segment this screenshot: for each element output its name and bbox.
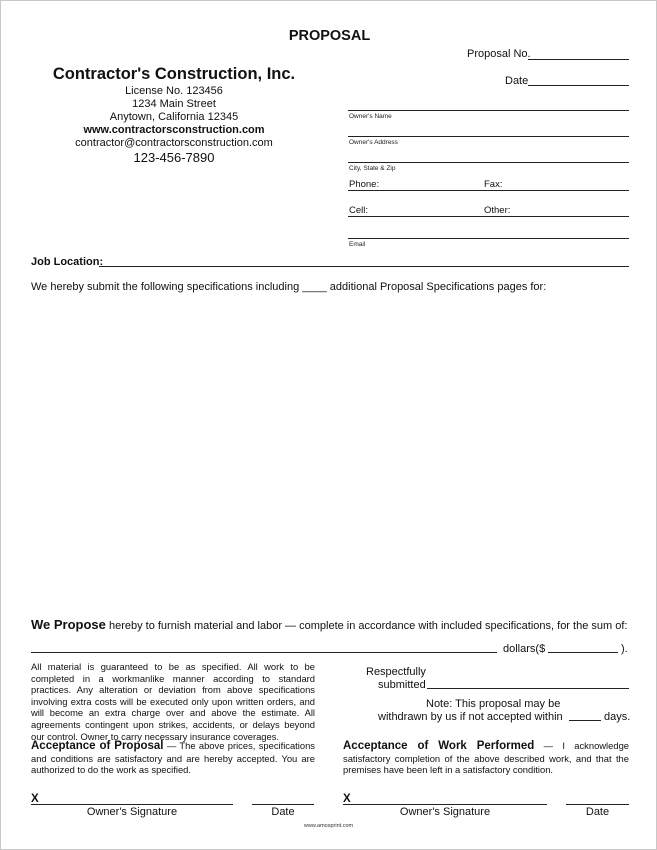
submitted-label: submitted xyxy=(378,679,426,691)
footer-url: www.amosprint.com xyxy=(303,823,354,829)
dollars-close: ). xyxy=(621,643,628,655)
owner-name-field[interactable] xyxy=(348,110,629,111)
owner-signature-label-left: Owner's Signature xyxy=(86,806,178,818)
email-field[interactable] xyxy=(348,238,629,239)
proposal-no-label: Proposal No. xyxy=(467,48,531,60)
company-street: 1234 Main Street xyxy=(132,98,216,110)
date-field-left[interactable] xyxy=(252,804,314,805)
propose-heading: We Propose xyxy=(31,617,106,632)
specifications-area[interactable] xyxy=(31,297,629,607)
propose-sentence xyxy=(31,617,627,632)
fax-label: Fax: xyxy=(484,179,503,190)
date-field[interactable] xyxy=(528,85,629,86)
respectfully-label: Respectfully xyxy=(366,666,426,678)
phone-label: Phone: xyxy=(349,179,380,190)
date-field-right[interactable] xyxy=(566,804,629,805)
company-city: Anytown, California 12345 xyxy=(109,111,239,123)
x-mark-right: X xyxy=(343,793,351,805)
x-mark-left: X xyxy=(31,793,39,805)
email-label: Email xyxy=(349,241,366,248)
phone-fax-field[interactable] xyxy=(348,190,629,191)
company-license: License No. 123456 xyxy=(125,85,223,97)
dollars-label: dollars($ xyxy=(503,643,546,655)
owner-signature-field-left[interactable] xyxy=(31,804,233,805)
date-label-left: Date xyxy=(271,806,295,818)
acceptance-work-block xyxy=(343,740,629,776)
date-label: Date xyxy=(505,75,529,87)
sum-amount-field[interactable] xyxy=(548,652,618,653)
company-email[interactable]: contractor@contractorsconstruction.com xyxy=(75,137,273,149)
job-location-field[interactable] xyxy=(99,266,629,267)
acceptance-proposal-block xyxy=(31,740,315,776)
other-label: Other: xyxy=(484,205,511,216)
days-field[interactable] xyxy=(569,720,601,721)
date-label-right: Date xyxy=(585,806,610,818)
job-location-label: Job Location: xyxy=(31,256,104,268)
owner-address-label: Owner's Address xyxy=(349,139,398,146)
company-website[interactable]: www.contractorsconstruction.com xyxy=(83,124,265,136)
proposal-no-field[interactable] xyxy=(528,59,629,60)
submitted-signature-field[interactable] xyxy=(427,688,629,689)
acceptance-work-text: — I acknowledge satisfactory completion of the above described work, and that the premises have been left in a satisfactory condition. xyxy=(343,740,629,776)
cell-label: Cell: xyxy=(349,205,369,216)
owner-name-label: Owner's Name xyxy=(349,113,392,120)
acceptance-proposal-heading: Acceptance of Proposal xyxy=(31,740,164,752)
company-phone: 123-456-7890 xyxy=(133,150,215,165)
note-line-2: withdrawn by us if not accepted within xyxy=(378,711,563,723)
cell-other-field[interactable] xyxy=(348,216,629,217)
acceptance-proposal-text: — The above prices, specifications and conditions are satisfactory and are hereby accepted. You are authorized to do the work as specified. xyxy=(31,740,315,776)
note-line-1: Note: This proposal may be xyxy=(426,698,561,710)
company-name: Contractor's Construction, Inc. xyxy=(52,65,296,83)
days-label: days. xyxy=(604,711,631,723)
owner-signature-field-right[interactable] xyxy=(343,804,547,805)
owner-signature-label-right: Owner's Signature xyxy=(399,806,491,818)
terms-paragraph: All material is guaranteed to be as specified. All work to be completed in a workmanlike manner according to standard practices. Any alteration or deviation from above specifications involving extra costs will be executed only upon written orders, and will become an extra charge over and above the estimate. All agreements contingent upon strikes, accidents, or delays beyond our control. Owner to carry necessary insurance coverages. xyxy=(31,661,315,742)
form-title: PROPOSAL xyxy=(288,28,371,44)
owner-address-field[interactable] xyxy=(348,136,629,137)
acceptance-work-heading: Acceptance of Work Performed xyxy=(343,740,535,752)
owner-city-label: City, State & Zip xyxy=(349,165,396,172)
sum-words-field[interactable] xyxy=(31,652,497,653)
owner-city-field[interactable] xyxy=(348,162,629,163)
propose-text: hereby to furnish material and labor — complete in accordance with included specifications, for the sum of: xyxy=(108,620,628,632)
specifications-sentence: We hereby submit the following specifications including ____ additional Proposal Specifications pages for: xyxy=(31,281,547,293)
